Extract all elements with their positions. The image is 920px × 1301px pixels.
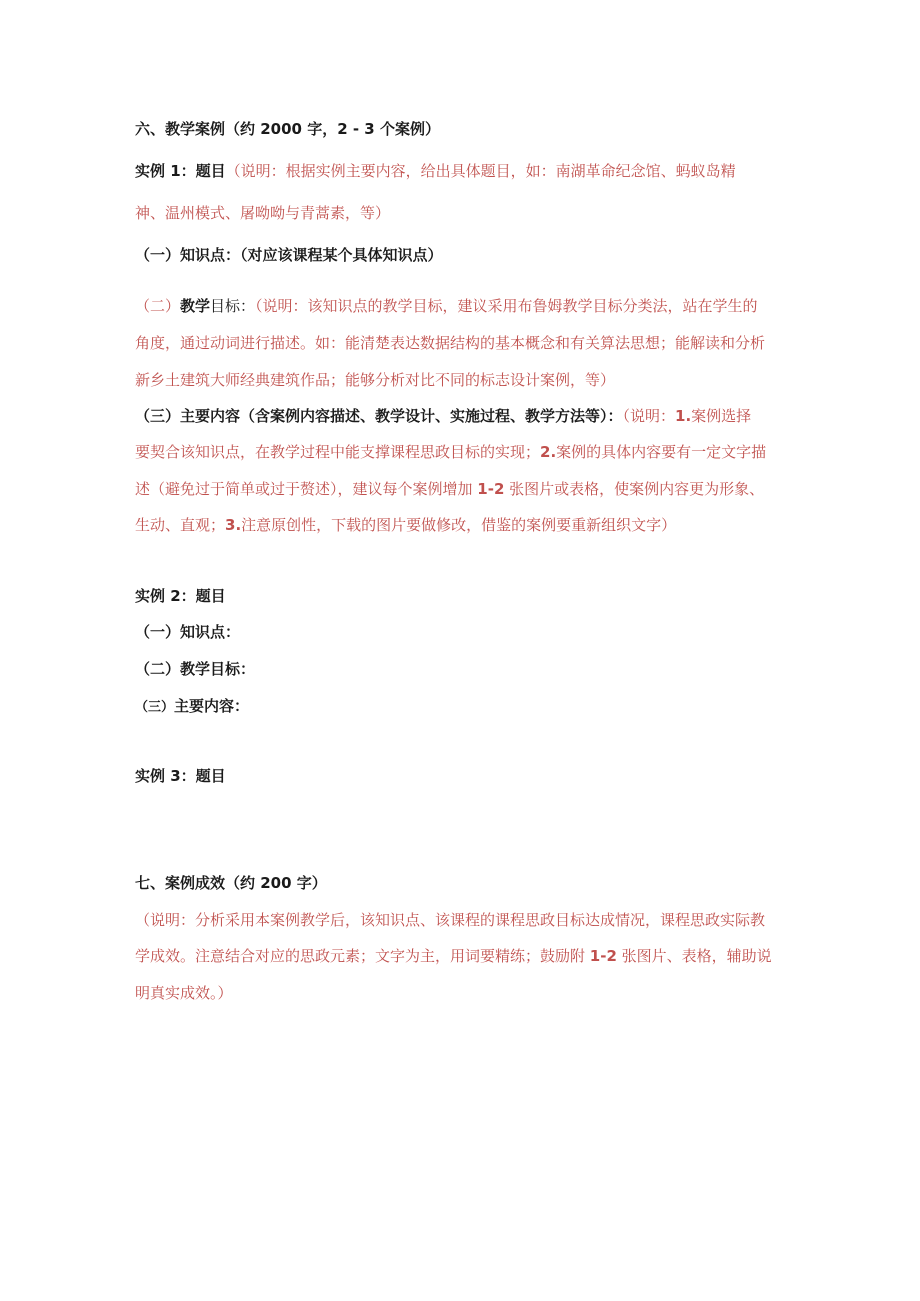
case-1-knowledge-point: （一）知识点：（对应该课程某个具体知识点）	[135, 246, 443, 264]
section-7-note-range: 1-2	[589, 947, 617, 965]
case-1-title-line	[135, 161, 785, 181]
case-1-content-note-line-4	[135, 515, 785, 535]
section-7-heading: 七、案例成效（约 200 字）	[135, 874, 327, 892]
section-7-note-2c: 张图片、表格，辅助说	[616, 947, 772, 965]
case-1-goal-line	[135, 296, 785, 316]
section-7-note-line-2	[135, 946, 785, 966]
case-1-content-note-num3: 3.	[225, 516, 242, 534]
case-1-content-note-a: （说明：	[622, 407, 676, 425]
case-1-content-note-4c: 注意原创性，下载的图片要做修改，借鉴的案例要重新组织文字）	[241, 516, 677, 534]
case-1-content-note-2c: 案例的具体内容要有一定文字描	[556, 443, 767, 461]
section-6-heading: 六、教学案例（约 2000 字，2 - 3 个案例）	[135, 120, 440, 138]
case-2-content-prefix: （三）	[135, 700, 175, 715]
case-1-content-line	[135, 406, 785, 426]
case-2-title: 实例 2：题目	[135, 587, 226, 605]
case-2-goal: （二）教学目标：	[135, 660, 256, 678]
case-2-content-label: 主要内容：	[174, 697, 250, 715]
section-7-note-line-1: （说明：分析采用本案例教学后，该知识点、该课程的课程思政目标达成情况，课程思政实际教	[135, 911, 766, 929]
case-1-content-note-3c: 张图片或表格，使案例内容更为形象、	[504, 480, 765, 498]
case-1-content-note-2a: 要契合该知识点，在教学过程中能支撑课程思政目标的实现；	[135, 443, 541, 461]
case-1-goal-note-cont-1: 角度，通过动词进行描述。如：能清楚表达数据结构的基本概念和有关算法思想；能解读和分析	[135, 334, 766, 352]
case-1-content-note-4a: 生动、直观；	[135, 516, 226, 534]
case-1-content-note-line-3	[135, 479, 785, 499]
case-1-goal-prefix: （二）	[135, 297, 181, 315]
case-1-content-note-3a: 述（避免过于简单或过于赘述），建议每个案例增加	[135, 480, 478, 498]
case-1-goal-note: （说明：该知识点的教学目标，建议采用布鲁姆教学目标分类法，站在学生的	[255, 297, 758, 315]
case-1-title-note-cont: 神、温州模式、屠呦呦与青蒿素，等）	[135, 204, 391, 222]
case-2-content	[135, 696, 785, 718]
case-1-content-note-num2: 2.	[540, 443, 557, 461]
case-1-content-note-num1: 1.	[675, 407, 692, 425]
case-1-title-label: 实例 1：题目	[135, 162, 226, 180]
case-2-knowledge-point: （一）知识点：	[135, 623, 241, 641]
case-1-title-note: （说明：根据实例主要内容，给出具体题目，如：南湖革命纪念馆、蚂蚁岛精	[225, 162, 736, 180]
case-3-title: 实例 3：题目	[135, 767, 226, 785]
case-1-content-label: （三）主要内容（含案例内容描述、教学设计、实施过程、教学方法等）：	[135, 407, 623, 425]
case-1-goal-bold: 教学	[180, 297, 211, 315]
case-1-goal-note-cont-2: 新乡土建筑大师经典建筑作品；能够分析对比不同的标志设计案例，等）	[135, 371, 616, 389]
case-1-content-note-range: 1-2	[477, 480, 505, 498]
case-1-content-note-line-2	[135, 442, 785, 462]
section-7-note-line-3: 明真实成效。）	[135, 984, 233, 1002]
case-1-goal-suffix: 目标：	[210, 297, 256, 315]
case-1-content-note-c: 案例选择	[691, 407, 752, 425]
section-7-note-2a: 学成效。注意结合对应的思政元素；文字为主，用词要精练；鼓励附	[135, 947, 590, 965]
